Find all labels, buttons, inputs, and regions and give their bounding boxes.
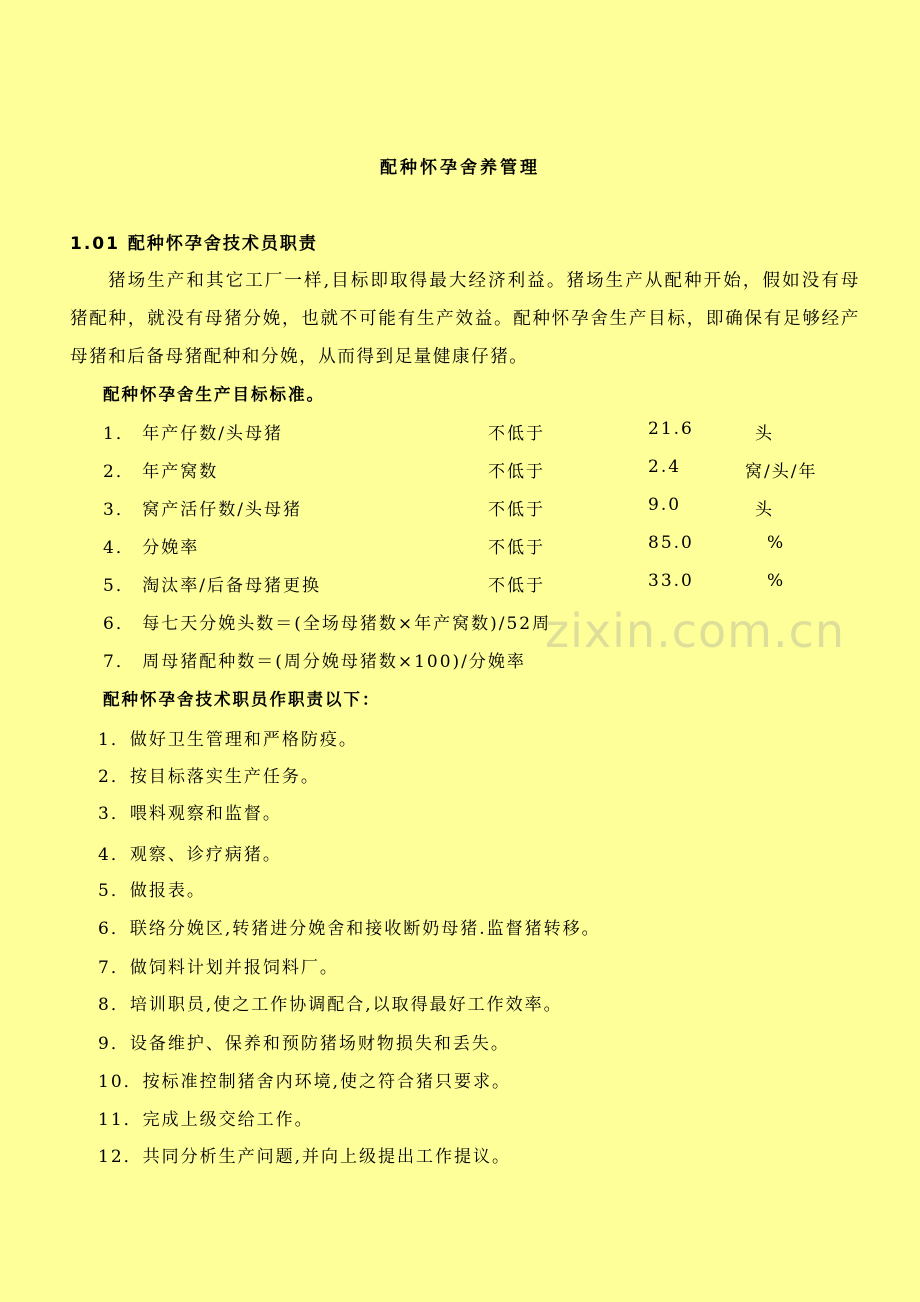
target-unit: 头 bbox=[755, 424, 774, 444]
duty-item: 1．做好卫生管理和严格防疫。 bbox=[98, 730, 358, 750]
document-title: 配种怀孕舍养管理 bbox=[380, 158, 540, 178]
target-value: 33.0 bbox=[648, 571, 694, 591]
duty-item: 5．做报表。 bbox=[98, 881, 206, 901]
target-value: 21.6 bbox=[648, 419, 694, 439]
duty-item: 6．联络分娩区,转猪进分娩舍和接收断奶母猪.监督猪转移。 bbox=[98, 919, 601, 939]
target-row bbox=[103, 571, 863, 601]
target-condition: 不低于 bbox=[488, 576, 545, 596]
section-heading: 1.01 配种怀孕舍技术员职责 bbox=[70, 234, 318, 254]
duties-heading: 配种怀孕舍技术职员作职责以下： bbox=[103, 690, 381, 709]
target-label: 2． 年产窝数 bbox=[103, 462, 219, 482]
target-value: 9.0 bbox=[648, 495, 682, 515]
watermark: zixin.com.cn bbox=[545, 604, 846, 658]
target-condition: 不低于 bbox=[488, 462, 545, 482]
target-row bbox=[103, 495, 863, 525]
target-unit: 头 bbox=[755, 500, 774, 520]
target-unit: % bbox=[767, 533, 786, 553]
duty-item: 12．共同分析生产问题,并向上级提出工作提议。 bbox=[98, 1147, 512, 1167]
target-value: 85.0 bbox=[648, 533, 694, 553]
formula-line: 7． 周母猪配种数＝(周分娩母猪数×100)/分娩率 bbox=[103, 652, 526, 672]
duty-item: 7．做饲料计划并报饲料厂。 bbox=[98, 958, 339, 978]
target-row bbox=[103, 457, 863, 487]
target-label: 1． 年产仔数/头母猪 bbox=[103, 424, 283, 444]
target-unit: 窝/头/年 bbox=[745, 462, 818, 482]
duty-item: 9．设备维护、保养和预防猪场财物损失和丢失。 bbox=[98, 1034, 510, 1054]
target-label: 5． 淘汰率/后备母猪更换 bbox=[103, 576, 321, 596]
duty-item: 11．完成上级交给工作。 bbox=[98, 1110, 314, 1130]
duty-item: 10．按标准控制猪舍内环境,使之符合猪只要求。 bbox=[98, 1072, 512, 1092]
target-condition: 不低于 bbox=[488, 500, 545, 520]
target-label: 3． 窝产活仔数/头母猪 bbox=[103, 500, 302, 520]
formula-line: 6． 每七天分娩头数＝(全场母猪数×年产窝数)/52周 bbox=[103, 614, 552, 634]
target-unit: % bbox=[767, 571, 786, 591]
duty-item: 3．喂料观察和监督。 bbox=[98, 804, 282, 824]
target-row bbox=[103, 533, 863, 563]
duty-item: 8．培训职员,使之工作协调配合,以取得最好工作效率。 bbox=[98, 995, 563, 1015]
target-label: 4． 分娩率 bbox=[103, 538, 200, 558]
intro-paragraph: 猪场生产和其它工厂一样,目标即取得最大经济利益。猪场生产从配种开始，假如没有母猪配种，就没有母猪分娩，也就不可能有生产效益。配种怀孕舍生产目标，即确保有足够经产母猪和后备母猪配种和分娩，从而得到足量健康仔猪。 bbox=[70, 271, 860, 367]
duty-item: 2．按目标落实生产任务。 bbox=[98, 767, 320, 787]
target-value: 2.4 bbox=[648, 457, 682, 477]
target-row bbox=[103, 419, 863, 449]
targets-heading: 配种怀孕舍生产目标标准。 bbox=[103, 385, 325, 404]
target-condition: 不低于 bbox=[488, 538, 545, 558]
duty-item: 4．观察、诊疗病猪。 bbox=[98, 845, 282, 865]
target-condition: 不低于 bbox=[488, 424, 545, 444]
